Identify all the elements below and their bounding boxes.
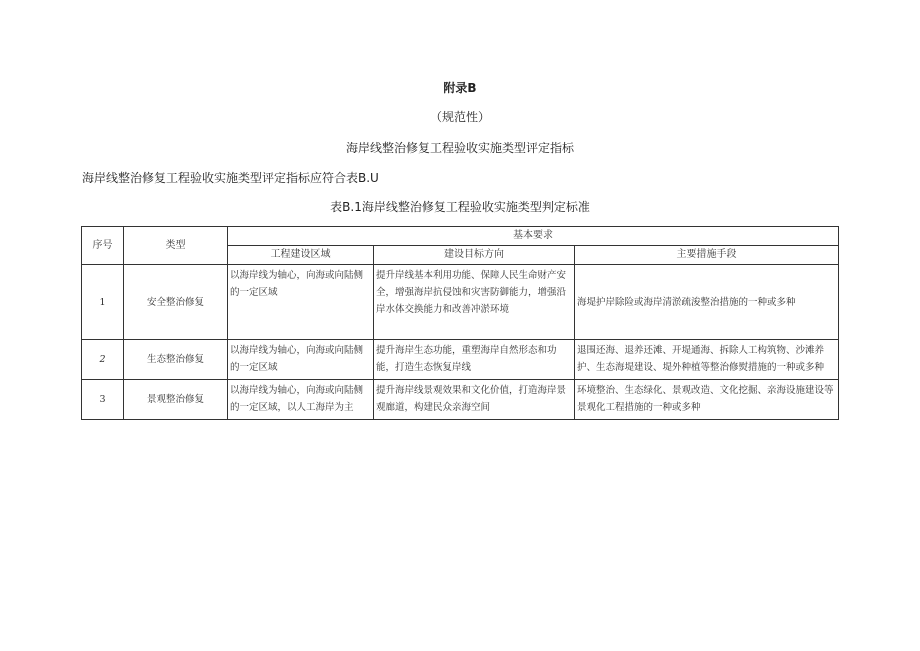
table-row [82, 380, 839, 420]
header-no: 序号 [82, 227, 124, 265]
criteria-table [81, 226, 839, 420]
cell-type: 安全整治修复 [124, 265, 228, 340]
cell-goal: 提升海岸线景观效果和文化价值，打造海岸景观廊道，构建民众亲海空间 [374, 380, 575, 420]
intro-text: 海岸线整治修复工程验收实施类型评定指标应符合表B.U [82, 171, 379, 185]
cell-no: 3 [82, 380, 124, 420]
header-measures: 主要措施手段 [575, 246, 839, 265]
cell-area: 以海岸线为轴心，向海或向陆侧的一定区域，以人工海岸为主 [228, 380, 374, 420]
cell-area: 以海岸线为轴心，向海或向陆侧的一定区域 [228, 340, 374, 380]
header-basic-requirements: 基本要求 [228, 227, 839, 246]
header-type: 类型 [124, 227, 228, 265]
cell-no: 2 [82, 340, 124, 380]
cell-goal: 提升岸线基本利用功能、保障人民生命财产安全，增强海岸抗侵蚀和灾害防御能力，增强沿岸水体交换能力和改善冲淤环境 [374, 265, 575, 340]
cell-goal: 提升海岸生态功能，重塑海岸自然形态和功能，打造生态恢复岸线 [374, 340, 575, 380]
cell-area: 以海岸线为轴心，向海或向陆侧的一定区域 [228, 265, 374, 340]
cell-type: 生态整治修复 [124, 340, 228, 380]
table-caption: 表B.1海岸线整治修复工程验收实施类型判定标准 [330, 200, 590, 214]
appendix-nature: （规范性） [429, 110, 490, 124]
table-header-row [82, 227, 839, 246]
cell-measures: 环境整治、生态绿化、景观改造、文化挖掘、亲海设施建设等景观化工程措施的一种或多种 [575, 380, 839, 420]
cell-measures: 退围还海、退养还滩、开堤通海、拆除人工构筑物、沙滩养护、生态海堤建设、堤外种植等整治修熨措施的一种或多种 [575, 340, 839, 380]
cell-no: 1 [82, 265, 124, 340]
table-row [82, 265, 839, 340]
header-area: 工程建设区域 [228, 246, 374, 265]
cell-measures: 海堤护岸除险或海岸清淤疏浚整治措施的一种或多种 [575, 265, 839, 340]
appendix-title: 附录B [443, 81, 477, 95]
header-goal: 建设目标方向 [374, 246, 575, 265]
table-row [82, 340, 839, 380]
cell-type: 景观整治修复 [124, 380, 228, 420]
appendix-subject: 海岸线整治修复工程验收实施类型评定指标 [345, 141, 574, 155]
